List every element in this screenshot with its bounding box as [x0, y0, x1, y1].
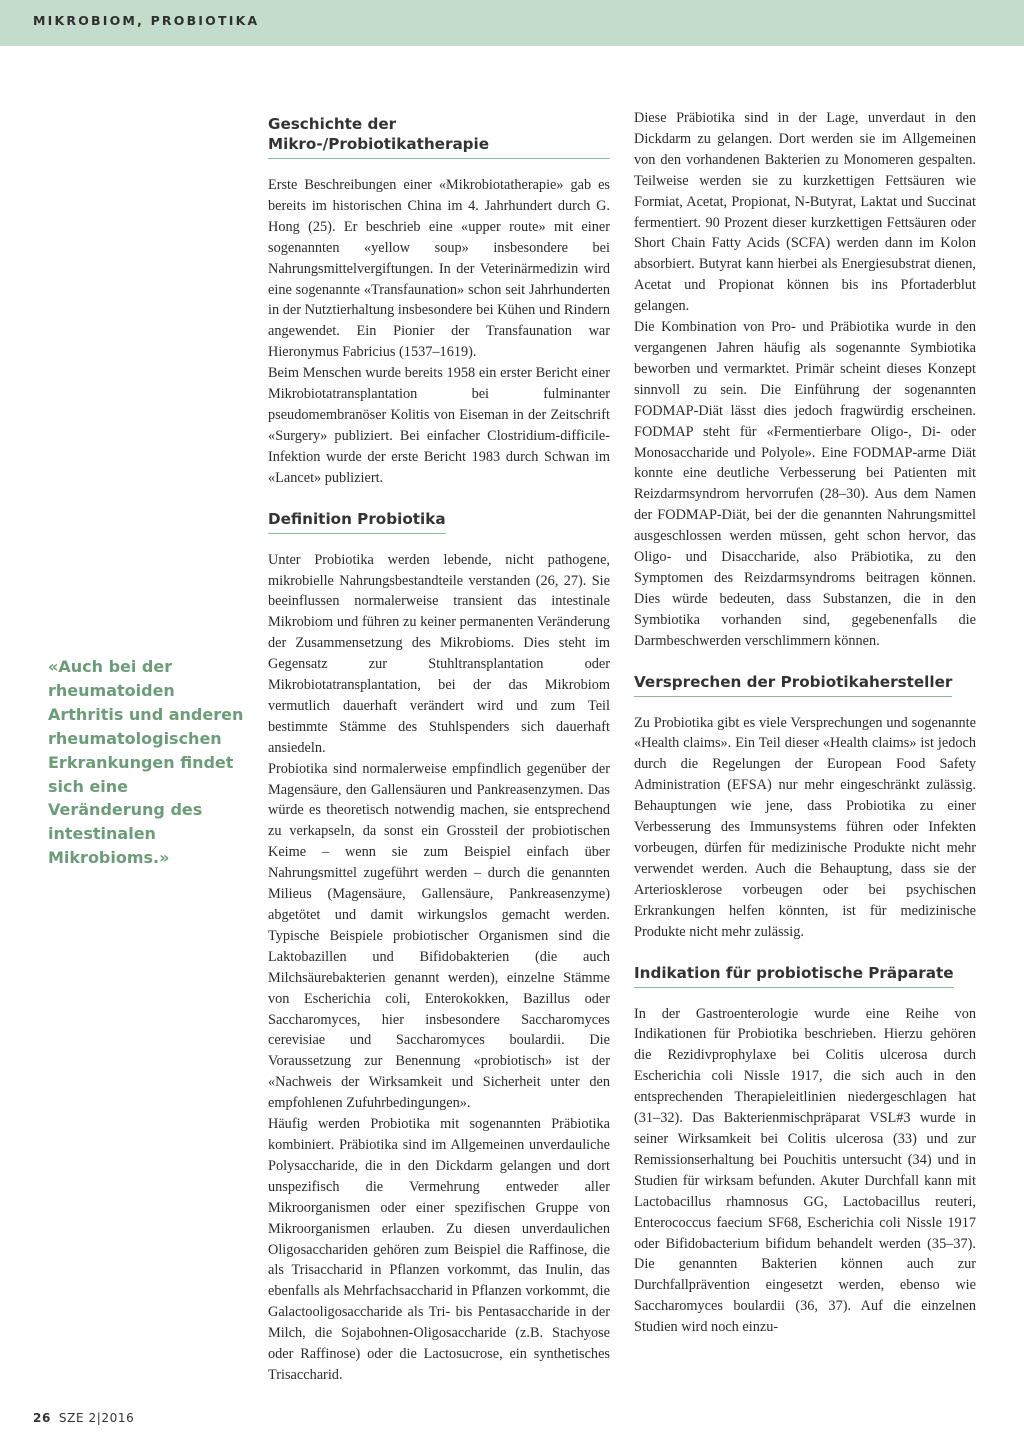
section-heading-versprechen: Versprechen der Probiotikahersteller [634, 672, 952, 697]
pull-quote-text: Auch bei der rheumatoiden Arthritis und anderen rheumatologischen Erkrankungen findet sich eine Veränderung des intestinalen Mikrobioms. [48, 657, 244, 868]
section-heading-indikation: Indikation für probiotische Präparate [634, 963, 954, 988]
section-heading-definition: Definition Probiotika [268, 509, 446, 534]
paragraph: Häufig werden Probiotika mit sogenannten Präbiotika kombiniert. Präbiotika sind im Allgemeinen unverdauliche Polysaccharide, die in den Dickdarm gelangen und dort unspezifisch die Vermehrung entweder aller Mikroorganismen oder einer spezifischen Gruppe von Mikroorganismen erlauben. Zu diesen unverdaulichen Oligosacchariden gehören zum Beispiel die Raffinose, die als Trisaccharid in Pflanzen vorkommt, das Inulin, das ebenfalls als Mehrfachsaccharid in Pflanzen vorkommt, die Galactooligosaccharide als Tri- bis Pentasaccharide in der Milch, die Sojabohnen-Oligosaccharide (z.B. Stachyose oder Raffinose) oder die Lactosucrose, ein synthetisches Trisaccharid. [268, 1116, 610, 1383]
paragraph: Diese Präbiotika sind in der Lage, unverdaut in den Dickdarm zu gelangen. Dort werden sie im Allgemeinen von den vorhandenen Bakterien zu Monomeren gespalten. Teilweise werden sie zu kurzkettigen Fettsäuren wie Formiat, Acetat, Propionat, N-Butyrat, Laktat und Succinat fermentiert. 90 Prozent dieser kurzkettigen Fettsäuren oder Short Chain Fatty Acids (SCFA) werden dann im Kolon absorbiert. Butyrat kann hierbei als Energiesubstrat dienen, Acetat und Propionat können bis ins Pfortaderblut gelangen. [634, 110, 976, 315]
page-footer [33, 1411, 134, 1425]
column-right [634, 108, 976, 1338]
header-band [0, 0, 1024, 46]
column-middle [268, 108, 610, 1386]
paragraph: In der Gastroenterologie wurde eine Reihe von Indikationen für Probiotika beschrieben. Hierzu gehören die Rezidivprophylaxe bei Colitis ulcerosa durch Escherichia coli Nissle 1917, die sich auch in den entsprechenden Therapieleitlinien niedergeschlagen hat (31–32). Das Bakterienmischpräparat VSL#3 wurde in seiner Wirksamkeit bei Colitis ulcerosa (33) und zur Remissionserhaltung bei Pouchitis untersucht (34) und in Studien für wirksam befunden. Akuter Durchfall kann mit Lactobacillus rhamnosus GG, Lactobacillus reuteri, Enterococcus faecium SF68, Escherichia coli Nissle 1917 oder Bifidobacterium bifidum behandelt werden (35–37). Die genannten Bakterien können auch zur Durchfallprävention eingesetzt werden, ebenso wie Saccharomyces boulardii (36, 37). Auf die einzelnen Studien wird noch einzu- [634, 1005, 976, 1336]
paragraph: Unter Probiotika werden lebende, nicht pathogene, mikrobielle Nahrungsbestandteile verstanden (26, 27). Sie beeinflussen normalerweise transient das intestinale Mikrobiom und führen zu keiner permanenten Veränderung der Zusammensetzung des Mikrobioms. Dies steht im Gegensatz zur Stuhltransplantation oder Mikrobiotatransplantation, bei der das Mikrobiom vermutlich dauerhaft verändert wird und zum Teil bestimmte Stämme des Stuhlspenders sich dauerhaft ansiedeln. [268, 551, 610, 756]
section-heading-geschichte: Geschichte der Mikro-/Probiotikatherapie [268, 114, 610, 159]
page-number: 26 [33, 1411, 51, 1425]
paragraph: Probiotika sind normalerweise empfindlich gegenüber der Magensäure, den Gallensäuren und Pankreasenzymen. Das würde es theoretisch notwendig machen, sie entsprechend zu verkapseln, da sonst ein Grossteil der probiotischen Keime – wenn sie zum Beispiel einfach über Nahrungsmittel zugeführt werden – durch die genannten Milieus (Magensäure, Gallensäure, Pankreasenzyme) abgetötet und damit wirkungslos gemacht werden. Typische Beispiele probiotischer Organismen sind die Laktobazillen und Bifidobakterien (die auch Milchsäurebakterien genannt werden), einzelne Stämme von Escherichia coli, Enterokokken, Bazillus oder Saccharomyces, hier insbesondere Saccharomyces cerevisiae und Saccharomyces boulardii. Die Voraussetzung zur Benennung «probiotisch» ist der «Nachweis der Wirksamkeit und Sicherheit unter den empfohlenen Zufuhrbedingungen». [268, 760, 610, 1112]
paragraph: Die Kombination von Pro- und Präbiotika wurde in den vergangenen Jahren häufig als sogenannte Symbiotika beworben und vermarktet. Primär scheint dieses Konzept sinnvoll zu sein. Die Einführung der sogenannten FODMAP-Diät lässt dies jedoch fragwürdig erscheinen. FODMAP steht für «Fermentierbare Oligo-, Di- oder Monosaccharide und Polyole». Eine FODMAP-arme Diät konnte eine deutliche Verbesserung bei Patienten mit Reizdarmsyndrom hervorrufen (28–30). Aus dem Namen der FODMAP-Diät, bei der die genannten Nahrungsmittel ausgeschlossen werden müssen, geht schon hervor, das Oligo- und Disaccharide, also Präbiotika, zu den Symptomen des Reizdarmsyndroms beitragen können. Dies würde bedeuten, dass Substanzen, die in den Symbiotika vorhanden sind, gegebenenfalls die Darmbeschwerden verschlimmern können. [634, 319, 976, 649]
journal-issue: SZE 2|2016 [58, 1411, 135, 1425]
running-header-title: MIKROBIOM, PROBIOTIKA [33, 13, 260, 28]
paragraph: Beim Menschen wurde bereits 1958 ein erster Bericht einer Mikrobiotatransplantation bei fulminanter pseudomembranöser Kolitis von Eiseman in der Zeitschrift «Surgery» publiziert. Bei einfacher Clostridium-difficile-Infektion wurde der erste Bericht 1983 durch Schwan im «Lancet» publiziert. [268, 365, 610, 486]
pull-quote-close-mark: » [159, 848, 170, 868]
pull-quote [48, 655, 248, 870]
pull-quote-open-mark: « [48, 657, 59, 676]
paragraph: Erste Beschreibungen einer «Mikrobiotatherapie» gab es bereits im historischen China im 4. Jahrhundert durch G. Hong (25). Er beschrieb eine «upper route» mit einer sogenannten «yellow soup» insbesondere bei Nahrungsmittelvergiftungen. In der Veterinärmedizin wird eine sogenannte «Transfaunation» schon seit Jahrhunderten in der Nutztierhaltung insbesondere bei Kühen und Rindern angewendet. Ein Pionier der Transfaunation war Hieronymus Fabricius (1537–1619). [268, 177, 610, 361]
paragraph: Zu Probiotika gibt es viele Versprechungen und sogenannte «Health claims». Ein Teil dieser «Health claims» ist jedoch durch die Regelungen der European Food Safety Administration (EFSA) nur mehr eingeschränkt zulässig. Behauptungen wie jene, dass Probiotika zu einer Verbesserung des Immunsystems führen oder Infekten vorbeugen, dürfen für medizinische Produkte nicht mehr verwendet werden. Auch die Behauptung, dass sie der Arteriosklerose vorbeugen oder bei psychischen Erkrankungen helfen könnten, ist für medizinische Produkte nicht mehr zulässig. [634, 714, 976, 940]
